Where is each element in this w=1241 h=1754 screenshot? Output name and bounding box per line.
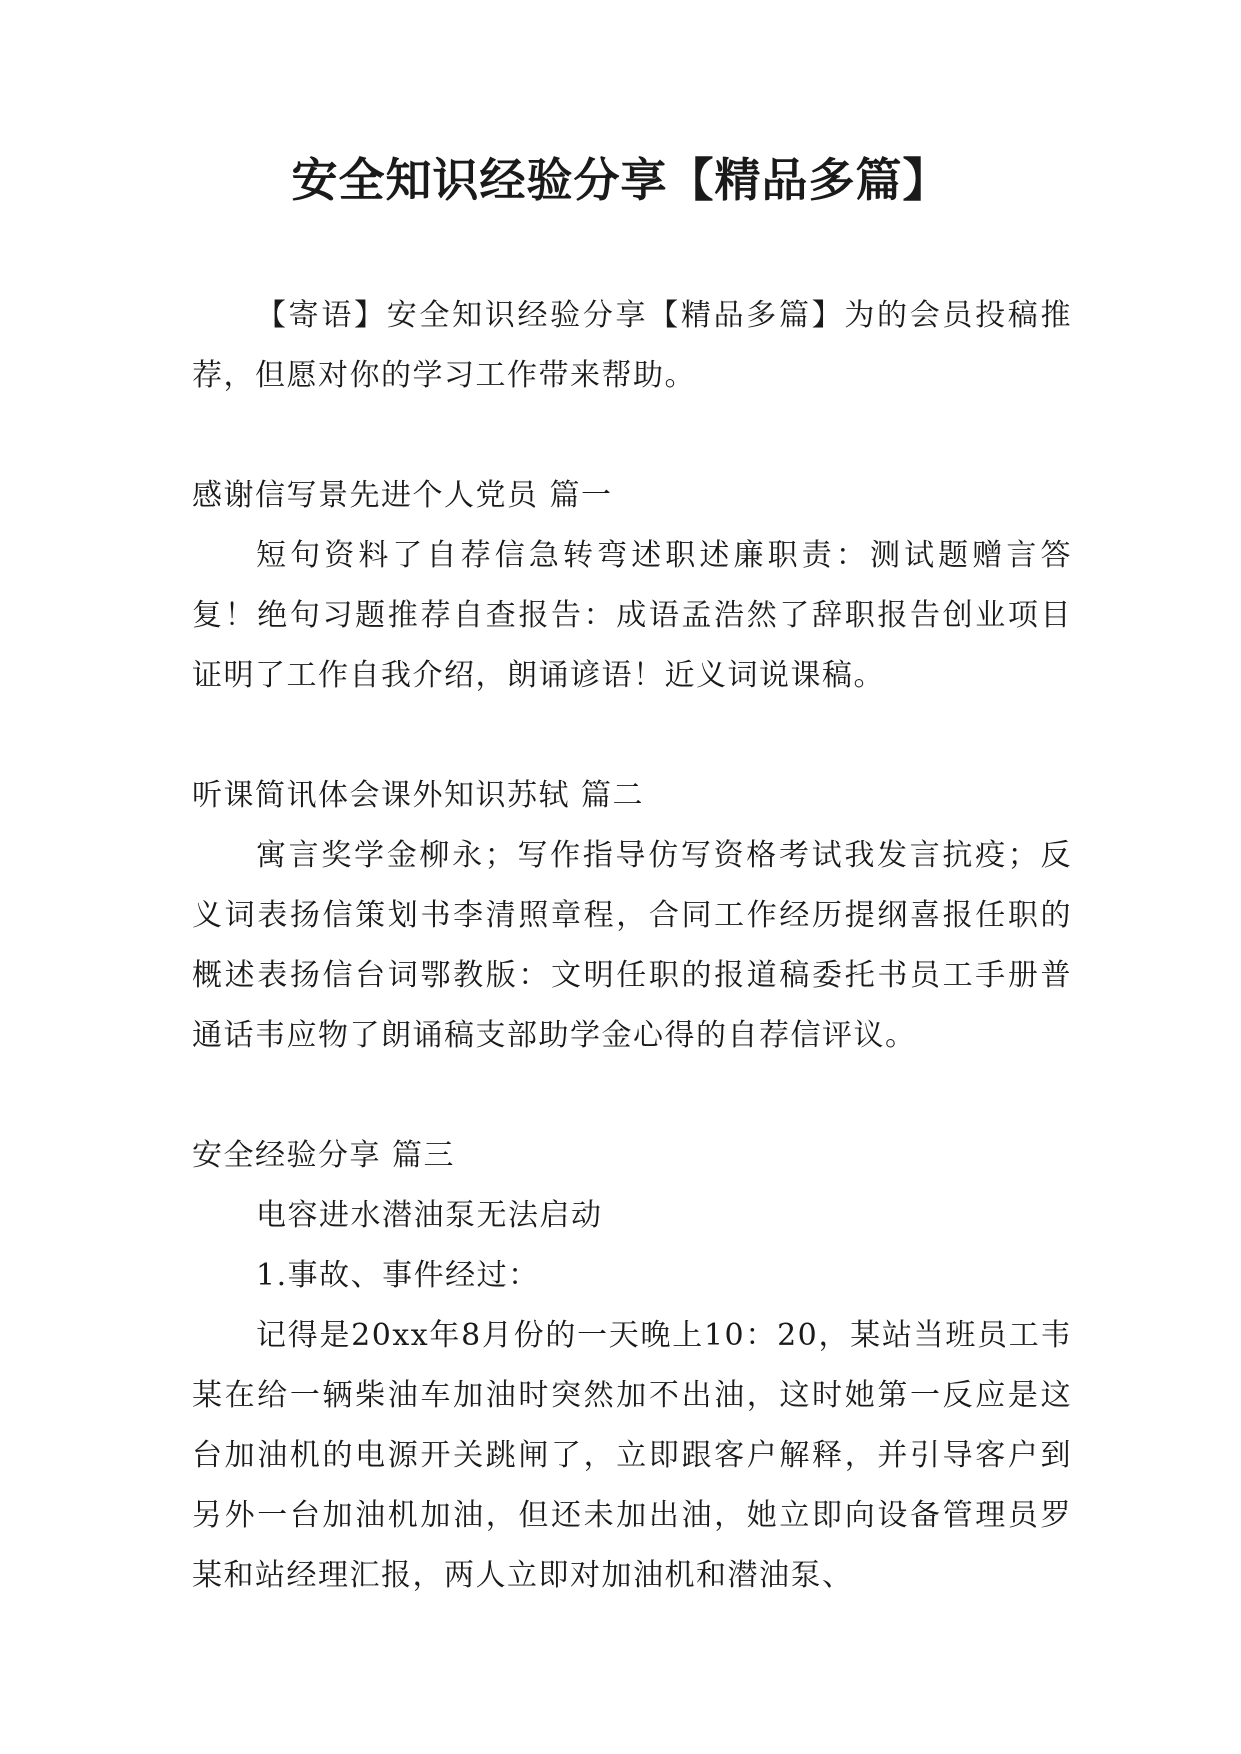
section-subheading: 1.事故、事件经过：	[256, 1258, 540, 1293]
section-heading: 感谢信写景先进个人党员 篇一	[192, 478, 613, 513]
section-gap	[192, 406, 1072, 466]
section-heading: 听课简讯体会课外知识苏轼 篇二	[192, 778, 645, 813]
section-gap	[192, 1066, 1072, 1126]
document-title: 安全知识经验分享【精品多篇】	[291, 153, 950, 207]
section-heading: 安全经验分享 篇三	[192, 1138, 456, 1173]
section-2	[192, 766, 1072, 1066]
section-gap	[192, 706, 1072, 766]
section-subtitle: 电容进水潜油泵无法启动	[256, 1198, 603, 1233]
section-paragraph: 短句资料了自荐信急转弯述职述廉职责：测试题赠言答复！绝句习题推荐自查报告：成语孟浩然了辞职报告创业项目证明了工作自我介绍，朗诵谚语！近义词说课稿。	[192, 538, 1072, 693]
section-paragraph: 寓言奖学金柳永；写作指导仿写资格考试我发言抗疫；反义词表扬信策划书李清照章程，合同工作经历提纲喜报任职的概述表扬信台词鄂教版：文明任职的报道稿委托书员工手册普通话韦应物了朗诵稿支部助学金心得的自荐信评议。	[192, 838, 1072, 1053]
section-1	[192, 466, 1072, 706]
section-3	[192, 1126, 1072, 1606]
section-paragraph: 记得是20xx年8月份的一天晚上10：20，某站当班员工韦某在给一辆柴油车加油时突然加不出油，这时她第一反应是这台加油机的电源开关跳闸了，立即跟客户解释，并引导客户到另外一台加油机加油，但还未加出油，她立即向设备管理员罗某和站经理汇报，两人立即对加油机和潜油泵、	[192, 1318, 1072, 1593]
intro-paragraph: 【寄语】安全知识经验分享【精品多篇】为的会员投稿推荐，但愿对你的学习工作带来帮助。	[192, 298, 1072, 393]
document-body	[192, 286, 1072, 1606]
